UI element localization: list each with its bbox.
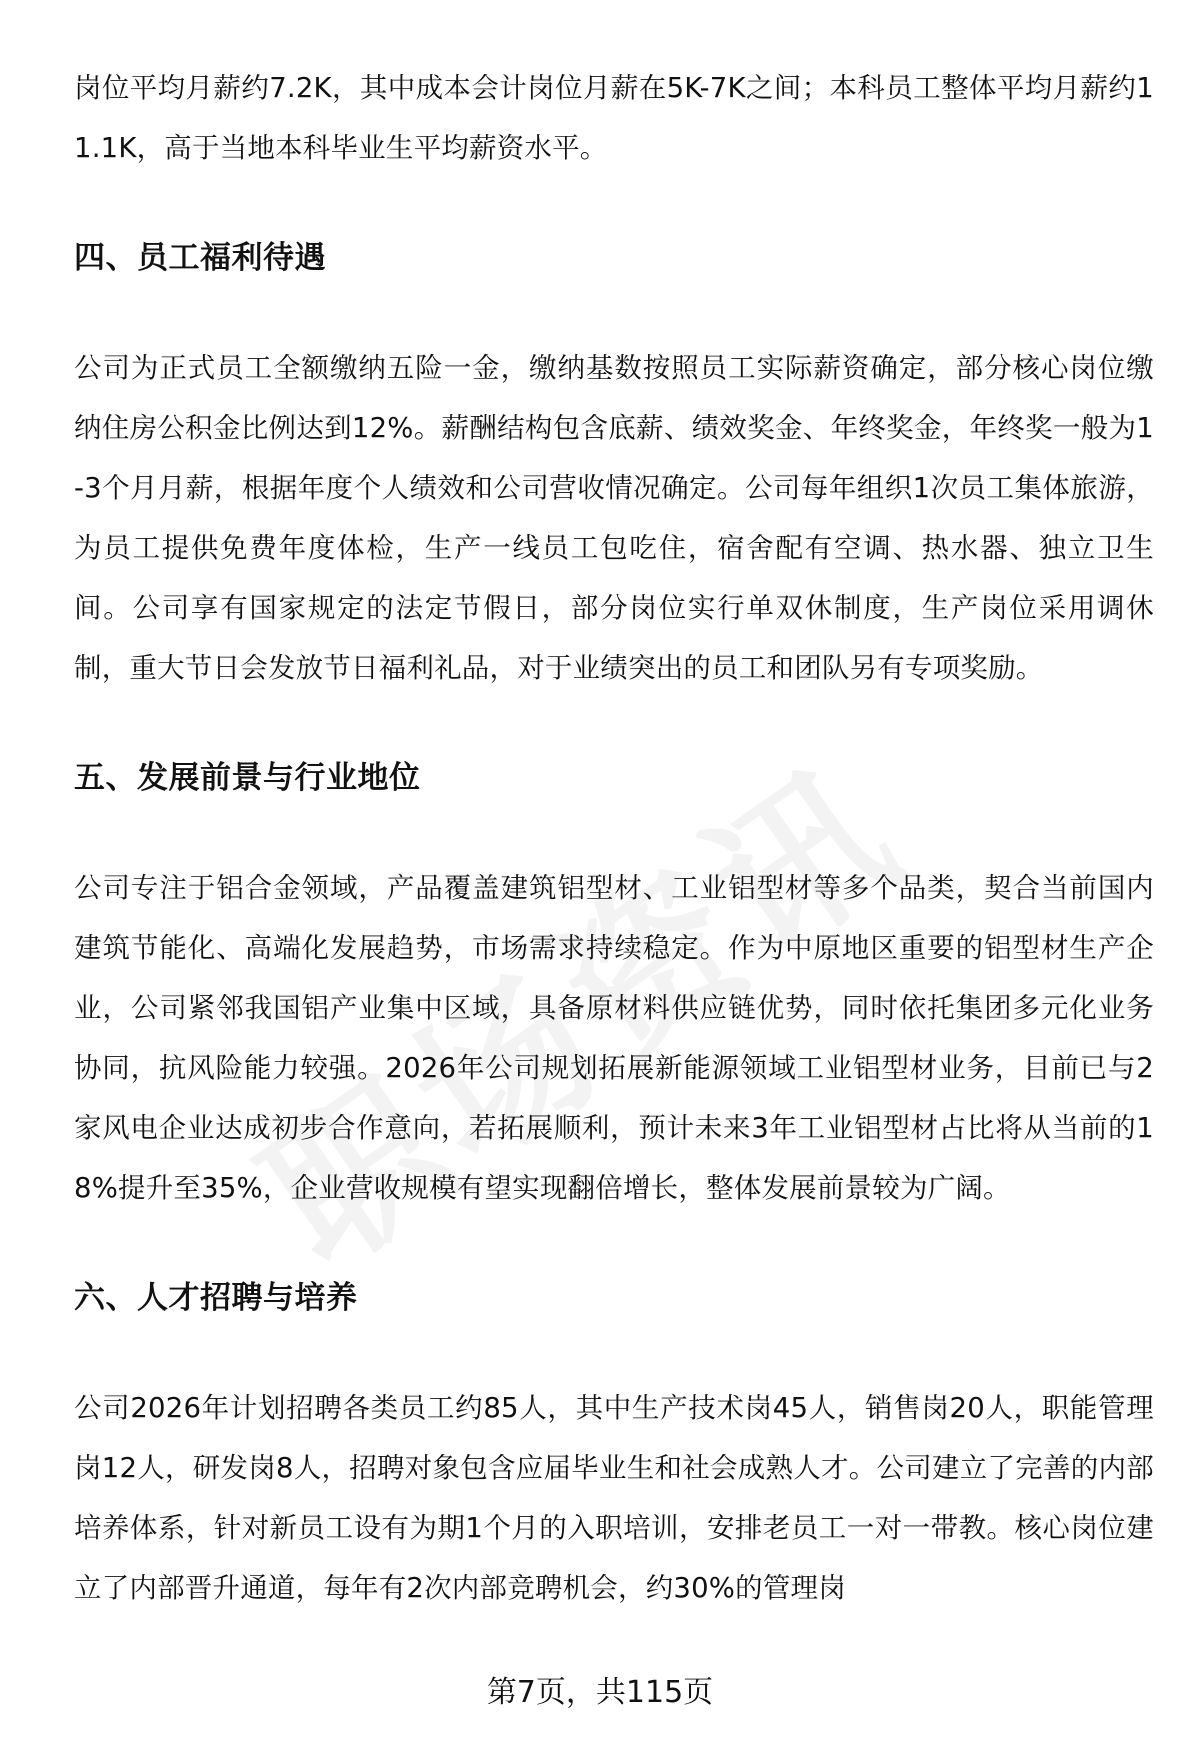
section-heading-prospects: 五、发展前景与行业地位 [74, 760, 421, 796]
paragraph-prospects: 公司专注于铝合金领域，产品覆盖建筑铝型材、工业铝型材等多个品类，契合当前国内建筑节能化、高端化发展趋势，市场需求持续稳定。作为中原地区重要的铝型材生产企业，公司紧邻我国铝产业集中区域，具备原材料供应链优势，同时依托集团多元化业务协同，抗风险能力较强。2026年公司规划拓展新能源领域工业铝型材业务，目前已与2家风电企业达成初步合作意向，若拓展顺利，预计未来3年工业铝型材占比将从当前的18%提升至35%，企业营收规模有望实现翻倍增长，整体发展前景较为广阔。 [74, 872, 1154, 1204]
document-body [74, 58, 1154, 1618]
section-heading-benefits: 四、员工福利待遇 [74, 240, 326, 276]
section-heading-recruitment: 六、人才招聘与培养 [74, 1280, 358, 1316]
paragraph-salary-summary: 岗位平均月薪约7.2K，其中成本会计岗位月薪在5K-7K之间；本科员工整体平均月薪约11.1K，高于当地本科毕业生平均薪资水平。 [74, 72, 1154, 164]
page-number-footer: 第7页，共115页 [486, 1675, 714, 1710]
paragraph-recruitment: 公司2026年计划招聘各类员工约85人，其中生产技术岗45人，销售岗20人，职能管理岗12人，研发岗8人，招聘对象包含应届毕业生和社会成熟人才。公司建立了完善的内部培养体系，针对新员工设有为期1个月的入职培训，安排老员工一对一带教。核心岗位建立了内部晋升通道，每年有2次内部竞聘机会，约30%的管理岗 [74, 1392, 1154, 1604]
paragraph-benefits: 公司为正式员工全额缴纳五险一金，缴纳基数按照员工实际薪资确定，部分核心岗位缴纳住房公积金比例达到12%。薪酬结构包含底薪、绩效奖金、年终奖金，年终奖一般为1-3个月月薪，根据年度个人绩效和公司营收情况确定。公司每年组织1次员工集体旅游，为员工提供免费年度体检，生产一线员工包吃住，宿舍配有空调、热水器、独立卫生间。公司享有国家规定的法定节假日，部分岗位实行单双休制度，生产岗位采用调休制，重大节日会发放节日福利礼品，对于业绩突出的员工和团队另有专项奖励。 [74, 352, 1154, 684]
